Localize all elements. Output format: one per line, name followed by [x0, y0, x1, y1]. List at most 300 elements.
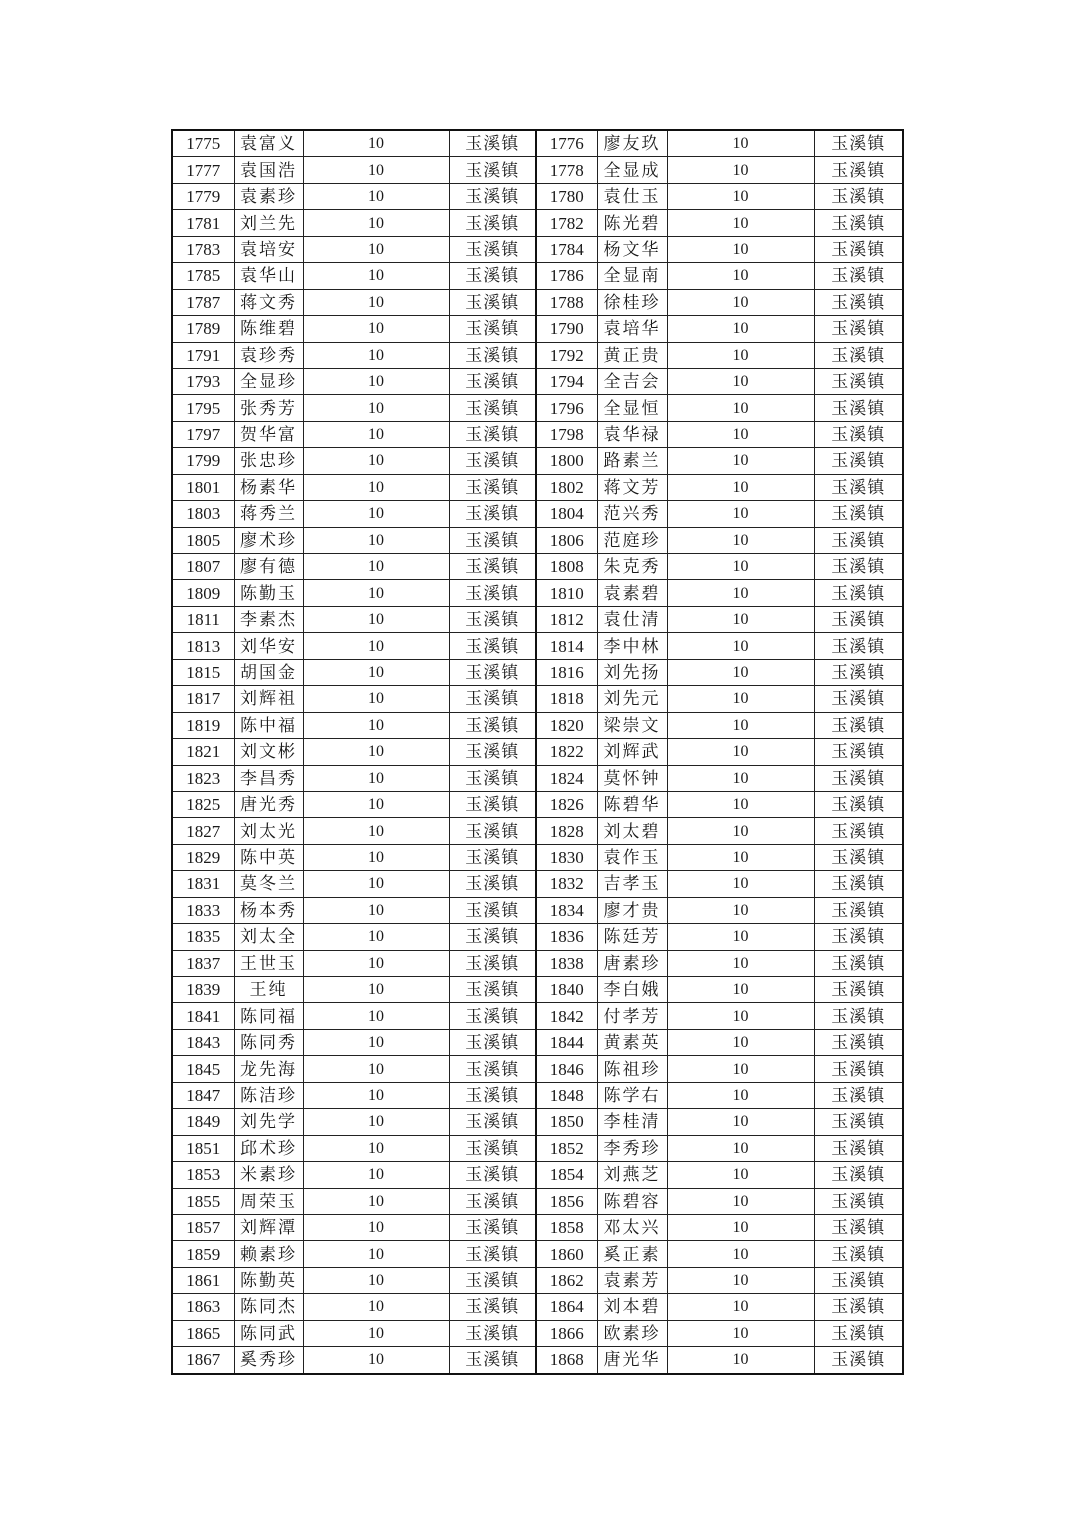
record-number-cell: 1778: [536, 157, 597, 183]
person-name-cell: 蒋文芳: [597, 474, 667, 500]
town-name-cell: 玉溪镇: [814, 1109, 903, 1135]
record-number-cell: 1864: [536, 1294, 597, 1320]
record-number-cell: 1859: [172, 1241, 234, 1267]
person-name-cell: 袁珍秀: [234, 342, 303, 368]
table-row: [172, 421, 903, 447]
amount-cell: 10: [667, 421, 814, 447]
person-name-cell: 陈碧容: [597, 1188, 667, 1214]
amount-cell: 10: [667, 342, 814, 368]
town-name-cell: 玉溪镇: [814, 791, 903, 817]
town-name-cell: 玉溪镇: [814, 1135, 903, 1161]
town-name-cell: 玉溪镇: [814, 580, 903, 606]
town-name-cell: 玉溪镇: [814, 342, 903, 368]
record-number-cell: 1791: [172, 342, 234, 368]
amount-cell: 10: [667, 712, 814, 738]
town-name-cell: 玉溪镇: [814, 606, 903, 632]
town-name-cell: 玉溪镇: [814, 183, 903, 209]
record-number-cell: 1834: [536, 897, 597, 923]
person-name-cell: 刘辉祖: [234, 686, 303, 712]
record-number-cell: 1829: [172, 844, 234, 870]
person-name-cell: 唐素珍: [597, 950, 667, 976]
town-name-cell: 玉溪镇: [814, 421, 903, 447]
table-row: [172, 950, 903, 976]
record-number-cell: 1795: [172, 395, 234, 421]
amount-cell: 10: [667, 157, 814, 183]
person-name-cell: 刘先学: [234, 1109, 303, 1135]
table-row: [172, 712, 903, 738]
amount-cell: 10: [667, 1241, 814, 1267]
table-row: [172, 183, 903, 209]
town-name-cell: 玉溪镇: [814, 871, 903, 897]
person-name-cell: 唐光秀: [234, 791, 303, 817]
amount-cell: 10: [303, 1109, 449, 1135]
record-number-cell: 1804: [536, 501, 597, 527]
table-row: [172, 1056, 903, 1082]
town-name-cell: 玉溪镇: [814, 977, 903, 1003]
person-name-cell: 张秀芳: [234, 395, 303, 421]
town-name-cell: 玉溪镇: [449, 1162, 536, 1188]
record-number-cell: 1848: [536, 1082, 597, 1108]
amount-cell: 10: [303, 606, 449, 632]
record-number-cell: 1845: [172, 1056, 234, 1082]
town-name-cell: 玉溪镇: [449, 368, 536, 394]
town-name-cell: 玉溪镇: [814, 686, 903, 712]
town-name-cell: 玉溪镇: [449, 1347, 536, 1374]
person-name-cell: 朱克秀: [597, 554, 667, 580]
person-name-cell: 袁富义: [234, 130, 303, 157]
record-number-cell: 1815: [172, 659, 234, 685]
table-row: [172, 1267, 903, 1293]
record-number-cell: 1863: [172, 1294, 234, 1320]
table-row: [172, 236, 903, 262]
record-number-cell: 1847: [172, 1082, 234, 1108]
person-name-cell: 杨文华: [597, 236, 667, 262]
record-number-cell: 1858: [536, 1214, 597, 1240]
table-row: [172, 1347, 903, 1374]
amount-cell: 10: [667, 633, 814, 659]
roster-table: [171, 129, 904, 1375]
table-row: [172, 263, 903, 289]
person-name-cell: 邓太兴: [597, 1214, 667, 1240]
town-name-cell: 玉溪镇: [449, 977, 536, 1003]
record-number-cell: 1781: [172, 210, 234, 236]
person-name-cell: 刘辉武: [597, 739, 667, 765]
record-number-cell: 1839: [172, 977, 234, 1003]
amount-cell: 10: [667, 474, 814, 500]
person-name-cell: 陈同杰: [234, 1294, 303, 1320]
town-name-cell: 玉溪镇: [814, 1267, 903, 1293]
person-name-cell: 全显成: [597, 157, 667, 183]
town-name-cell: 玉溪镇: [814, 527, 903, 553]
amount-cell: 10: [667, 1082, 814, 1108]
record-number-cell: 1826: [536, 791, 597, 817]
town-name-cell: 玉溪镇: [449, 474, 536, 500]
town-name-cell: 玉溪镇: [814, 633, 903, 659]
town-name-cell: 玉溪镇: [814, 924, 903, 950]
table-row: [172, 606, 903, 632]
person-name-cell: 梁崇文: [597, 712, 667, 738]
record-number-cell: 1830: [536, 844, 597, 870]
town-name-cell: 玉溪镇: [814, 554, 903, 580]
person-name-cell: 全吉会: [597, 368, 667, 394]
record-number-cell: 1818: [536, 686, 597, 712]
amount-cell: 10: [667, 765, 814, 791]
person-name-cell: 袁作玉: [597, 844, 667, 870]
person-name-cell: 袁素碧: [597, 580, 667, 606]
record-number-cell: 1786: [536, 263, 597, 289]
amount-cell: 10: [303, 950, 449, 976]
town-name-cell: 玉溪镇: [814, 659, 903, 685]
town-name-cell: 玉溪镇: [814, 897, 903, 923]
amount-cell: 10: [303, 1214, 449, 1240]
amount-cell: 10: [667, 1056, 814, 1082]
record-number-cell: 1846: [536, 1056, 597, 1082]
person-name-cell: 刘华安: [234, 633, 303, 659]
person-name-cell: 刘先扬: [597, 659, 667, 685]
amount-cell: 10: [303, 210, 449, 236]
person-name-cell: 袁华禄: [597, 421, 667, 447]
amount-cell: 10: [667, 1267, 814, 1293]
record-number-cell: 1862: [536, 1267, 597, 1293]
town-name-cell: 玉溪镇: [449, 739, 536, 765]
table-row: [172, 501, 903, 527]
table-row: [172, 977, 903, 1003]
table-row: [172, 1135, 903, 1161]
town-name-cell: 玉溪镇: [814, 1003, 903, 1029]
person-name-cell: 刘太碧: [597, 818, 667, 844]
amount-cell: 10: [303, 1029, 449, 1055]
person-name-cell: 廖才贵: [597, 897, 667, 923]
person-name-cell: 赖素珍: [234, 1241, 303, 1267]
table-row: [172, 659, 903, 685]
record-number-cell: 1836: [536, 924, 597, 950]
record-number-cell: 1783: [172, 236, 234, 262]
record-number-cell: 1792: [536, 342, 597, 368]
amount-cell: 10: [667, 606, 814, 632]
town-name-cell: 玉溪镇: [449, 818, 536, 844]
person-name-cell: 路素兰: [597, 448, 667, 474]
amount-cell: 10: [303, 1347, 449, 1374]
town-name-cell: 玉溪镇: [814, 818, 903, 844]
amount-cell: 10: [303, 712, 449, 738]
table-row: [172, 342, 903, 368]
person-name-cell: 王世玉: [234, 950, 303, 976]
person-name-cell: 吉孝玉: [597, 871, 667, 897]
town-name-cell: 玉溪镇: [449, 897, 536, 923]
amount-cell: 10: [303, 1188, 449, 1214]
amount-cell: 10: [303, 527, 449, 553]
town-name-cell: 玉溪镇: [814, 501, 903, 527]
amount-cell: 10: [667, 368, 814, 394]
record-number-cell: 1805: [172, 527, 234, 553]
person-name-cell: 陈勤玉: [234, 580, 303, 606]
town-name-cell: 玉溪镇: [449, 395, 536, 421]
record-number-cell: 1837: [172, 950, 234, 976]
table-row: [172, 818, 903, 844]
record-number-cell: 1860: [536, 1241, 597, 1267]
town-name-cell: 玉溪镇: [449, 1003, 536, 1029]
record-number-cell: 1841: [172, 1003, 234, 1029]
amount-cell: 10: [667, 844, 814, 870]
amount-cell: 10: [667, 183, 814, 209]
record-number-cell: 1813: [172, 633, 234, 659]
town-name-cell: 玉溪镇: [814, 1241, 903, 1267]
record-number-cell: 1852: [536, 1135, 597, 1161]
person-name-cell: 杨本秀: [234, 897, 303, 923]
record-number-cell: 1806: [536, 527, 597, 553]
town-name-cell: 玉溪镇: [814, 130, 903, 157]
record-number-cell: 1853: [172, 1162, 234, 1188]
town-name-cell: 玉溪镇: [449, 580, 536, 606]
record-number-cell: 1793: [172, 368, 234, 394]
record-number-cell: 1861: [172, 1267, 234, 1293]
amount-cell: 10: [303, 263, 449, 289]
amount-cell: 10: [303, 977, 449, 1003]
town-name-cell: 玉溪镇: [449, 263, 536, 289]
person-name-cell: 陈洁珍: [234, 1082, 303, 1108]
amount-cell: 10: [303, 316, 449, 342]
town-name-cell: 玉溪镇: [814, 739, 903, 765]
town-name-cell: 玉溪镇: [449, 712, 536, 738]
town-name-cell: 玉溪镇: [814, 1347, 903, 1374]
amount-cell: 10: [303, 1241, 449, 1267]
record-number-cell: 1821: [172, 739, 234, 765]
record-number-cell: 1812: [536, 606, 597, 632]
town-name-cell: 玉溪镇: [449, 659, 536, 685]
amount-cell: 10: [667, 791, 814, 817]
amount-cell: 10: [303, 924, 449, 950]
town-name-cell: 玉溪镇: [449, 236, 536, 262]
amount-cell: 10: [303, 236, 449, 262]
table-row: [172, 130, 903, 157]
record-number-cell: 1823: [172, 765, 234, 791]
person-name-cell: 陈中英: [234, 844, 303, 870]
person-name-cell: 刘太全: [234, 924, 303, 950]
person-name-cell: 付孝芳: [597, 1003, 667, 1029]
town-name-cell: 玉溪镇: [449, 765, 536, 791]
person-name-cell: 杨素华: [234, 474, 303, 500]
record-number-cell: 1820: [536, 712, 597, 738]
person-name-cell: 范兴秀: [597, 501, 667, 527]
person-name-cell: 李昌秀: [234, 765, 303, 791]
town-name-cell: 玉溪镇: [449, 501, 536, 527]
person-name-cell: 刘本碧: [597, 1294, 667, 1320]
town-name-cell: 玉溪镇: [449, 1241, 536, 1267]
record-number-cell: 1800: [536, 448, 597, 474]
town-name-cell: 玉溪镇: [814, 263, 903, 289]
record-number-cell: 1827: [172, 818, 234, 844]
amount-cell: 10: [303, 501, 449, 527]
amount-cell: 10: [667, 1214, 814, 1240]
amount-cell: 10: [667, 818, 814, 844]
table-row: [172, 580, 903, 606]
record-number-cell: 1854: [536, 1162, 597, 1188]
record-number-cell: 1787: [172, 289, 234, 315]
table-row: [172, 686, 903, 712]
person-name-cell: 贺华富: [234, 421, 303, 447]
amount-cell: 10: [667, 1029, 814, 1055]
person-name-cell: 周荣玉: [234, 1188, 303, 1214]
person-name-cell: 刘辉潭: [234, 1214, 303, 1240]
town-name-cell: 玉溪镇: [449, 183, 536, 209]
person-name-cell: 袁国浩: [234, 157, 303, 183]
amount-cell: 10: [303, 844, 449, 870]
table-row: [172, 1162, 903, 1188]
amount-cell: 10: [667, 1188, 814, 1214]
person-name-cell: 全显南: [597, 263, 667, 289]
amount-cell: 10: [303, 1267, 449, 1293]
table-row: [172, 1082, 903, 1108]
table-row: [172, 633, 903, 659]
record-number-cell: 1779: [172, 183, 234, 209]
person-name-cell: 袁华山: [234, 263, 303, 289]
table-row: [172, 1003, 903, 1029]
person-name-cell: 陈中福: [234, 712, 303, 738]
amount-cell: 10: [303, 421, 449, 447]
amount-cell: 10: [303, 157, 449, 183]
town-name-cell: 玉溪镇: [449, 1135, 536, 1161]
amount-cell: 10: [303, 368, 449, 394]
town-name-cell: 玉溪镇: [449, 130, 536, 157]
person-name-cell: 奚秀珍: [234, 1347, 303, 1374]
amount-cell: 10: [667, 871, 814, 897]
person-name-cell: 范庭珍: [597, 527, 667, 553]
town-name-cell: 玉溪镇: [814, 765, 903, 791]
amount-cell: 10: [667, 289, 814, 315]
table-row: [172, 1294, 903, 1320]
person-name-cell: 邱术珍: [234, 1135, 303, 1161]
town-name-cell: 玉溪镇: [449, 1188, 536, 1214]
person-name-cell: 全显珍: [234, 368, 303, 394]
amount-cell: 10: [303, 818, 449, 844]
table-row: [172, 395, 903, 421]
person-name-cell: 李素杰: [234, 606, 303, 632]
amount-cell: 10: [303, 765, 449, 791]
record-number-cell: 1868: [536, 1347, 597, 1374]
table-row: [172, 210, 903, 236]
amount-cell: 10: [667, 950, 814, 976]
person-name-cell: 莫怀钟: [597, 765, 667, 791]
town-name-cell: 玉溪镇: [449, 342, 536, 368]
town-name-cell: 玉溪镇: [449, 554, 536, 580]
amount-cell: 10: [667, 686, 814, 712]
table-row: [172, 765, 903, 791]
town-name-cell: 玉溪镇: [814, 1214, 903, 1240]
record-number-cell: 1810: [536, 580, 597, 606]
table-row: [172, 844, 903, 870]
town-name-cell: 玉溪镇: [449, 289, 536, 315]
person-name-cell: 唐光华: [597, 1347, 667, 1374]
amount-cell: 10: [667, 580, 814, 606]
table-row: [172, 1214, 903, 1240]
table-row: [172, 1029, 903, 1055]
person-name-cell: 刘太光: [234, 818, 303, 844]
person-name-cell: 蒋秀兰: [234, 501, 303, 527]
person-name-cell: 奚正素: [597, 1241, 667, 1267]
amount-cell: 10: [303, 130, 449, 157]
roster-body: [172, 130, 903, 1374]
table-row: [172, 897, 903, 923]
table-row: [172, 448, 903, 474]
person-name-cell: 陈同秀: [234, 1029, 303, 1055]
town-name-cell: 玉溪镇: [449, 686, 536, 712]
record-number-cell: 1777: [172, 157, 234, 183]
person-name-cell: 王纯: [234, 977, 303, 1003]
amount-cell: 10: [303, 342, 449, 368]
table-row: [172, 924, 903, 950]
amount-cell: 10: [303, 1135, 449, 1161]
record-number-cell: 1809: [172, 580, 234, 606]
record-number-cell: 1799: [172, 448, 234, 474]
town-name-cell: 玉溪镇: [449, 791, 536, 817]
record-number-cell: 1801: [172, 474, 234, 500]
town-name-cell: 玉溪镇: [449, 1294, 536, 1320]
record-number-cell: 1797: [172, 421, 234, 447]
town-name-cell: 玉溪镇: [814, 157, 903, 183]
amount-cell: 10: [303, 1003, 449, 1029]
town-name-cell: 玉溪镇: [814, 1320, 903, 1346]
amount-cell: 10: [303, 659, 449, 685]
town-name-cell: 玉溪镇: [449, 1109, 536, 1135]
person-name-cell: 陈光碧: [597, 210, 667, 236]
town-name-cell: 玉溪镇: [814, 1162, 903, 1188]
record-number-cell: 1780: [536, 183, 597, 209]
table-row: [172, 739, 903, 765]
table-row: [172, 474, 903, 500]
town-name-cell: 玉溪镇: [449, 844, 536, 870]
town-name-cell: 玉溪镇: [814, 1082, 903, 1108]
record-number-cell: 1798: [536, 421, 597, 447]
record-number-cell: 1828: [536, 818, 597, 844]
person-name-cell: 张忠珍: [234, 448, 303, 474]
town-name-cell: 玉溪镇: [814, 316, 903, 342]
person-name-cell: 陈同武: [234, 1320, 303, 1346]
record-number-cell: 1789: [172, 316, 234, 342]
amount-cell: 10: [303, 633, 449, 659]
town-name-cell: 玉溪镇: [814, 210, 903, 236]
record-number-cell: 1844: [536, 1029, 597, 1055]
person-name-cell: 廖有德: [234, 554, 303, 580]
person-name-cell: 陈碧华: [597, 791, 667, 817]
person-name-cell: 黄素英: [597, 1029, 667, 1055]
person-name-cell: 陈勤英: [234, 1267, 303, 1293]
person-name-cell: 陈祖珍: [597, 1056, 667, 1082]
person-name-cell: 蒋文秀: [234, 289, 303, 315]
amount-cell: 10: [667, 739, 814, 765]
person-name-cell: 全显恒: [597, 395, 667, 421]
table-row: [172, 157, 903, 183]
town-name-cell: 玉溪镇: [814, 236, 903, 262]
record-number-cell: 1840: [536, 977, 597, 1003]
amount-cell: 10: [667, 897, 814, 923]
town-name-cell: 玉溪镇: [449, 950, 536, 976]
table-row: [172, 871, 903, 897]
amount-cell: 10: [303, 1162, 449, 1188]
town-name-cell: 玉溪镇: [814, 1294, 903, 1320]
record-number-cell: 1842: [536, 1003, 597, 1029]
table-row: [172, 1241, 903, 1267]
record-number-cell: 1857: [172, 1214, 234, 1240]
table-row: [172, 791, 903, 817]
record-number-cell: 1866: [536, 1320, 597, 1346]
record-number-cell: 1788: [536, 289, 597, 315]
amount-cell: 10: [303, 474, 449, 500]
person-name-cell: 米素珍: [234, 1162, 303, 1188]
record-number-cell: 1782: [536, 210, 597, 236]
town-name-cell: 玉溪镇: [449, 210, 536, 236]
record-number-cell: 1850: [536, 1109, 597, 1135]
record-number-cell: 1790: [536, 316, 597, 342]
